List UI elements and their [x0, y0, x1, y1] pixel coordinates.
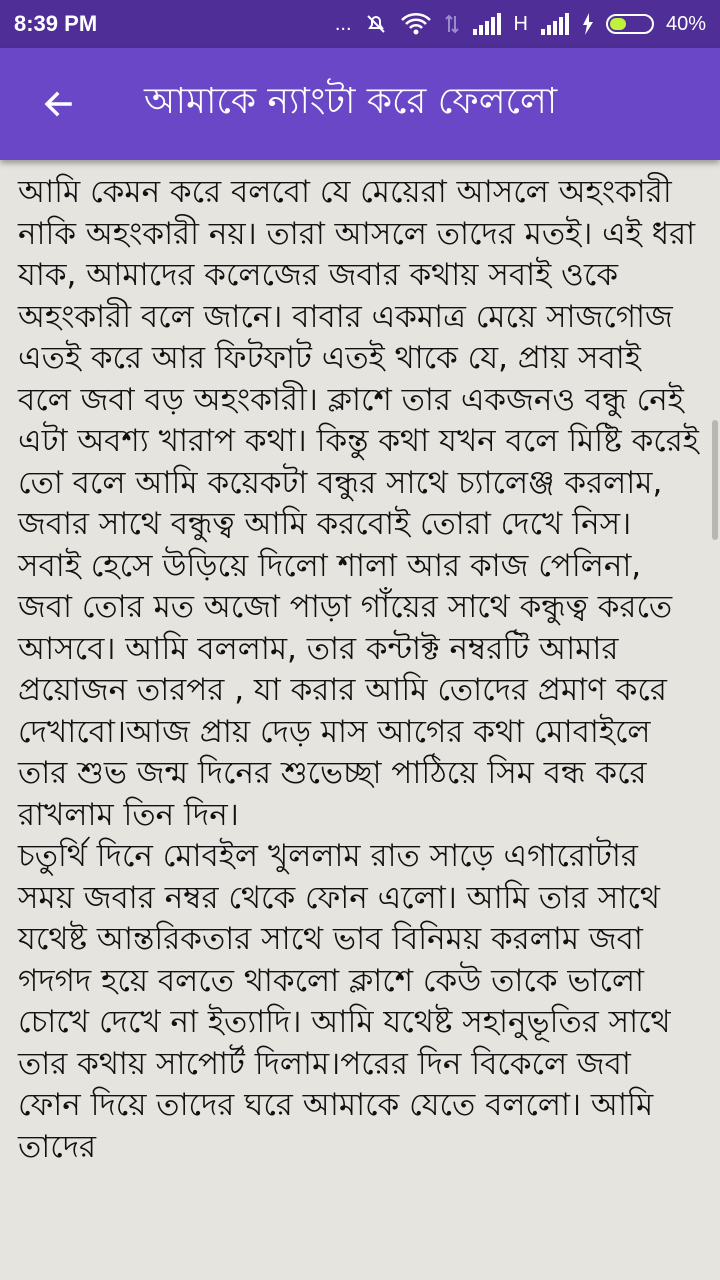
charging-icon — [582, 13, 594, 35]
battery-level-fill — [610, 18, 626, 30]
signal-icon — [472, 13, 502, 35]
status-time: 8:39 PM — [14, 11, 98, 36]
mute-icon — [364, 12, 388, 36]
more-dots-icon: ... — [334, 12, 352, 35]
battery-percent: 40% — [665, 12, 706, 35]
data-arrows-icon — [444, 12, 460, 36]
wifi-icon — [400, 12, 432, 36]
signal-icon-2 — [540, 13, 570, 35]
status-icons — [335, 12, 706, 36]
network-type: H — [513, 12, 528, 35]
back-arrow-icon[interactable] — [36, 82, 80, 126]
story-text: আমি কেমন করে বলবো যে মেয়েরা আসলে অহংকারী নাকি অহংকারী নয়। তারা আসলে তাদের মতই। এই ধরা যাক, আমাদের কলেজের জবার কথায় সবাই ওকে অহংকারী বলে জানে। বাবার একমাত্র মেয়ে সাজগোজ এতই করে আর ফিটফাট এতই থাকে যে, প্রায় সবাই বলে জবা বড় অহংকারী। ক্লাশে তার একজনও বন্ধু নেই এটা অবশ্য খারাপ কথা। কিন্তু কথা যখন বলে মিষ্টি করেই তো বলে আমি কয়েকটা বন্ধুর সাথে চ্যালেঞ্জ করলাম, জবার সাথে বন্ধুত্ব আমি করবোই তোরা দেখে নিস। সবাই হেসে উড়িয়ে দিলো শালা আর কাজ পেলিনা, জবা তোর মত অজো পাড়া গাঁয়ের সাথে কন্ধুত্ব করতে আসবে। আমি বললাম, তার কন্টাক্ট নম্বরটি আমার প্রয়োজন তারপর , যা করার আমি তোদের প্রমাণ করে দেখাবো।আজ প্রায় দেড় মাস আগের কথা মোবাইলে তার শুভ জন্ম দিনের শুভেচ্ছা পাঠিয়ে সিম বন্ধ করে রাখলাম তিন দিন। চতুর্থি দিনে মোবইল খুললাম রাত সাড়ে এগারোটার সময় জবার নম্বর থেকে ফোন এলো। আমি তার সাথে যথেষ্ট আন্তরিকতার সাথে ভাব বিনিময় করলাম জবা গদগদ হয়ে বলতে থাকলো ক্লাশে কেউ তাকে ভালো চোখে দেখে না ইত্যাদি। আমি যথেষ্ট সহানুভূতির সাথে তার কথায় সাপোর্ট দিলাম।পরের দিন বিকেলে জবা ফোন দিয়ে তাদের ঘরে আমাকে যেতে বললো। আমি তাদের — [18, 174, 699, 1165]
app-bar — [0, 48, 720, 160]
battery-icon — [606, 14, 654, 34]
scrollbar[interactable] — [712, 420, 718, 540]
page-title: আমাকে ন্যাংটা করে ফেললো — [144, 81, 558, 122]
status-bar — [0, 0, 720, 48]
